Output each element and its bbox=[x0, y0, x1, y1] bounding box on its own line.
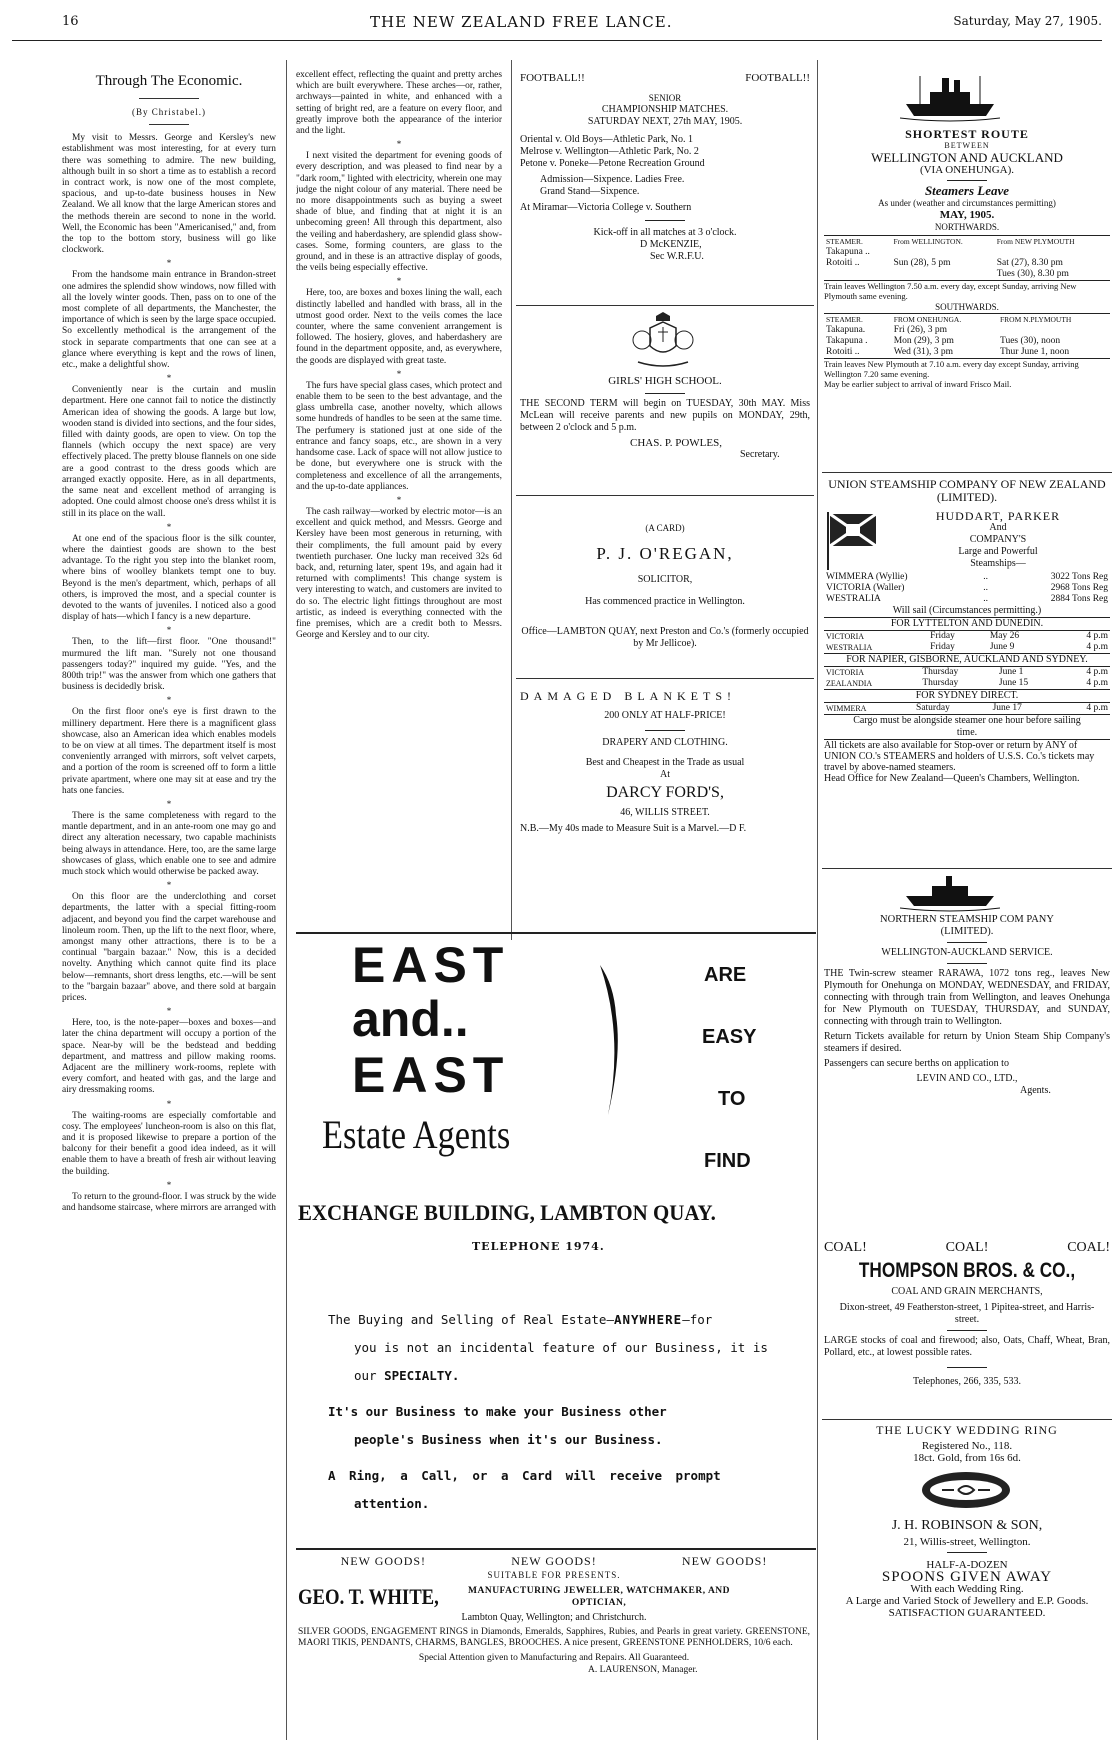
blankets-line: DRAPERY AND CLOTHING. bbox=[602, 737, 728, 748]
table-cell: VICTORIA (Waller) bbox=[826, 583, 905, 593]
spoons: SPOONS GIVEN AWAY bbox=[881, 1569, 1053, 1585]
table-cell: Mon (29), 3 pm bbox=[893, 336, 954, 346]
card-label: (A CARD) bbox=[645, 523, 685, 533]
white-ad bbox=[298, 1555, 810, 1676]
blankets-line: 200 ONLY AT HALF-PRICE! bbox=[604, 710, 726, 721]
paragraph: excellent effect, reflecting the quaint and pretty arches which are built everywhere. These arches—or, rather, archways—painted in white, and enhanced with a setting of bright red, are a feature on every floor, and greatly improve both the appearance of the interior and the light. bbox=[296, 70, 502, 137]
huddart-line: Steamships— bbox=[970, 558, 1026, 569]
paragraph: My visit to Messrs. George and Kersley's new establishment was most interesting, for at every turn there was something to admire. The new building, although built in so short a time as to establish a record in contract work, is now one of the most complete, spacious, and up-to-date business houses in New Zealand. We all know that the large American stores and the methods therein are second to none in the world. Well, the Economic has been "Americanised," and, from the top to the bottom story, business will go like clockwork. bbox=[62, 133, 276, 256]
football-sub: CHAMPIONSHIP MATCHES. bbox=[601, 104, 729, 115]
will-sail: Will sail (Circumstances permitting.) bbox=[824, 605, 1110, 618]
table-cell: .. bbox=[983, 594, 989, 604]
table-cell bbox=[891, 247, 994, 258]
table-cell: Rotoiti .. bbox=[826, 347, 860, 357]
table-cell: 4 p.m bbox=[1086, 631, 1108, 641]
ring-icon bbox=[918, 1468, 1014, 1512]
issue-date: Saturday, May 27, 1905. bbox=[953, 14, 1102, 28]
coat-of-arms-icon bbox=[628, 312, 698, 370]
table-cell: ZEALANDIA bbox=[826, 679, 873, 688]
house-flag-icon bbox=[824, 510, 882, 572]
to-word: TO bbox=[718, 1088, 746, 1110]
table-cell: Saturday bbox=[916, 703, 950, 713]
table-cell: Tues (30), 8.30 pm bbox=[996, 269, 1069, 279]
paragraph: The waiting-rooms are especially comfortable and cosy. The employees' luncheon-room is also on this flat, and it is proposed likewise to prepare a portion of the balcony for their benefit a good idea indeed, as it will enable them to have a breath of fresh air without leaving the building. bbox=[62, 1110, 276, 1177]
east-heading: EAST bbox=[352, 937, 510, 993]
table-cell: WESTRALIA bbox=[826, 594, 881, 604]
via: (VIA ONEHUNGA). bbox=[919, 164, 1015, 176]
oregan-ad bbox=[520, 522, 810, 650]
match-line: Oriental v. Old Boys—Athletic Park, No. 1 bbox=[520, 134, 693, 145]
football-heading: FOOTBALL!! bbox=[520, 72, 585, 84]
ships-table bbox=[824, 572, 1110, 605]
paragraph: From the handsome main entrance in Brandon-street one admires the splendid show windows, now filled with all the lovely winter goods. Then, pass on to one of the most complete of all departments, the Manchester, the importance of which is seen by the large space occupied. So excellently methodical is the arrangement of the stock in separate compartments that one can see at a glance where everything is kept and the rows of linen, etc., make a delightful show. bbox=[62, 270, 276, 371]
separator: * bbox=[166, 521, 172, 532]
table-cell: 4 p.m bbox=[1086, 703, 1108, 713]
table-cell bbox=[824, 269, 891, 281]
stand: Grand Stand—Sixpence. bbox=[540, 186, 640, 197]
large-stock: A Large and Varied Stock of Jewellery and E.P. Goods. bbox=[845, 1595, 1089, 1607]
separator: * bbox=[166, 798, 172, 809]
table-cell: Sun (28), 5 pm bbox=[893, 258, 951, 268]
table-cell: June 9 bbox=[989, 642, 1015, 652]
column-divider bbox=[511, 60, 512, 940]
white-signature: A. LAURENSON, Manager. bbox=[588, 1665, 698, 1675]
article-title: Through The Economic. bbox=[95, 73, 243, 89]
separator: * bbox=[166, 695, 172, 706]
column-divider bbox=[286, 60, 287, 1740]
paragraph: To return to the ground-floor. I was struck by the wide and handsome staircase, where mirrors are arranged with bbox=[62, 1191, 276, 1214]
separator: * bbox=[166, 625, 172, 636]
with-ring: With each Wedding Ring. bbox=[910, 1583, 1024, 1595]
football-ad bbox=[520, 72, 810, 263]
easy-word: EASY bbox=[702, 1026, 757, 1048]
separator: * bbox=[396, 139, 402, 150]
estate-bold: SPECIALTY. bbox=[384, 1368, 460, 1383]
kickoff: Kick-off in all matches at 3 o'clock. bbox=[593, 227, 737, 238]
white-body: SILVER GOODS, ENGAGEMENT RINGS in Diamonds, Emeralds, Sapphires, Rubies, and Pearls in great variety. GREENSTONE, MAORI TIKIS, PENDANTS, CHARMS, BANGLES, BROOCHES. A nice present, GREENSTONE PENHOLDERS, 10/6 each. bbox=[298, 1627, 810, 1648]
cargo: Cargo must be alongside steamer one hour before sailing time. bbox=[824, 715, 1110, 740]
robinson-name: J. H. ROBINSON & SON, bbox=[891, 1518, 1043, 1533]
football-date: SATURDAY NEXT, 27th MAY, 1905. bbox=[587, 116, 743, 127]
coal-sub: COAL AND GRAIN MERCHANTS, bbox=[891, 1286, 1043, 1297]
estate-text: It's our Business to make your Business other bbox=[328, 1404, 667, 1419]
month: MAY, 1905. bbox=[939, 209, 995, 221]
estate-body bbox=[328, 1306, 798, 1518]
southwards: SOUTHWARDS. bbox=[935, 302, 999, 312]
steamers-leave: Steamers Leave bbox=[924, 183, 1010, 198]
blankets-ad bbox=[520, 690, 810, 835]
table-cell: 4 p.m bbox=[1086, 667, 1108, 677]
sydney-heading: FOR SYDNEY DIRECT. bbox=[824, 690, 1110, 703]
ring-price: 18ct. Gold, from 16s 6d. bbox=[913, 1452, 1021, 1464]
table-cell: WIMMERA (Wyllie) bbox=[826, 572, 908, 582]
sydney-table bbox=[824, 703, 1110, 715]
estate-text: attention. bbox=[354, 1496, 430, 1511]
huddart-company: COMPANY'S bbox=[969, 534, 1027, 545]
separator: * bbox=[166, 258, 172, 269]
paragraph: On this floor are the underclothing and corset departments, the latter with a special fitting-room adjacent, and beyond you find the carpet warehouse and linoleum room. Then, up the lift to the next floor, where, amongst many other attractions, there is to be a continual "bargain bazaar." Now, this is a decided novelty. Anything which cannot quite find its place below—remnants, short dress lengths, etc.—will be sent to the "bargain bazaar" above, and there sold at bargain prices. bbox=[62, 892, 276, 1004]
header-rule bbox=[12, 40, 1102, 41]
new-goods: NEW GOODS! bbox=[681, 1554, 768, 1568]
article-column-1 bbox=[62, 72, 276, 1732]
coal-body: LARGE stocks of coal and firewood; also, Oats, Chaff, Wheat, Bran, Pollard, etc., at lowest possible rates. bbox=[824, 1335, 1110, 1358]
blankets-address: 46, WILLIS STREET. bbox=[620, 807, 710, 818]
route: WELLINGTON AND AUCKLAND bbox=[871, 150, 1063, 165]
separator: * bbox=[166, 1006, 172, 1017]
table-cell: June 1 bbox=[998, 667, 1024, 677]
north-note: Train leaves Wellington 7.50 a.m. every day, except Sunday, arriving New Plymouth same evening. bbox=[824, 281, 1077, 301]
table-cell: VICTORIA bbox=[826, 632, 865, 641]
northwards: NORTHWARDS. bbox=[934, 222, 1000, 232]
solicitor-role: SOLICITOR, bbox=[637, 574, 693, 585]
tickets: All tickets are also available for Stop-over or return by ANY of UNION CO.'s STEAMERS and holders of U.S.S. Co.'s tickets may travel by above-named steamers. bbox=[824, 740, 1095, 773]
coal-name: THOMPSON BROS. & CO., bbox=[858, 1259, 1076, 1282]
signature: CHAS. P. POWLES, bbox=[630, 437, 722, 449]
paragraph: There is the same completeness with regard to the mantle department, and in an ante-room one may go and direct any alteration necessary, two capable machinists being always in attendance. Here, too, are the same large showcases of glass, which enable one to see and admire much stock which would otherwise be packed away. bbox=[62, 810, 276, 877]
separator: * bbox=[396, 368, 402, 379]
south-note: Train leaves New Plymouth at 7.10 a.m. every day except Sunday, arriving Wellington 7.20 same evening. bbox=[824, 359, 1079, 379]
table-cell: Thursday bbox=[922, 678, 959, 688]
table-cell: Takapuna .. bbox=[826, 247, 870, 257]
article-column-2 bbox=[296, 70, 502, 925]
estate-text: The Buying and Selling of Real Estate— bbox=[328, 1312, 614, 1327]
table-cell: 4 p.m bbox=[1086, 642, 1108, 652]
table-cell: 3022 Tons Reg bbox=[1050, 572, 1108, 582]
between: BETWEEN bbox=[944, 141, 990, 150]
blankets-note: N.B.—My 40s made to Measure Suit is a Marvel.—D F. bbox=[520, 823, 747, 834]
table-cell: .. bbox=[983, 583, 989, 593]
white-name: GEO. T. WHITE, bbox=[298, 1584, 439, 1609]
huddart-line: Large and Powerful bbox=[958, 546, 1038, 557]
separator: * bbox=[166, 373, 172, 384]
coal-phones: Telephones, 266, 335, 533. bbox=[913, 1376, 1021, 1387]
white-trade: OPTICIAN, bbox=[571, 1598, 627, 1608]
steamship-icon bbox=[900, 872, 1000, 912]
signature: D McKENZIE, bbox=[640, 239, 702, 250]
table-header: From NEW PLYMOUTH bbox=[996, 237, 1075, 246]
table-cell: Fri (26), 3 pm bbox=[893, 325, 947, 335]
separator: * bbox=[396, 494, 402, 505]
telephone: TELEPHONE 1974. bbox=[472, 1240, 605, 1253]
are-word: ARE bbox=[704, 964, 747, 986]
table-cell: Tues (30), noon bbox=[999, 336, 1061, 346]
union-ad bbox=[824, 478, 1110, 784]
coal-word: COAL! bbox=[945, 1240, 989, 1255]
south-note-2: May be earlier subject to arrival of inward Frisco Mail. bbox=[824, 379, 1012, 389]
estate-text: our bbox=[354, 1368, 385, 1383]
table-cell: Sat (27), 8.30 pm bbox=[996, 258, 1063, 268]
blankets-name: DARCY FORD'S, bbox=[606, 784, 724, 801]
and-heading: and.. bbox=[352, 991, 469, 1047]
new-goods: NEW GOODS! bbox=[511, 1554, 597, 1568]
table-cell bbox=[995, 247, 1110, 258]
coal-word: COAL! bbox=[824, 1240, 867, 1255]
new-goods: NEW GOODS! bbox=[340, 1554, 427, 1568]
northern-passengers: Passengers can secure berths on application to bbox=[824, 1058, 1009, 1069]
table-header: FROM N.PLYMOUTH bbox=[999, 315, 1072, 324]
signature: Secretary. bbox=[740, 449, 780, 460]
blankets-title: DAMAGED BLANKETS! bbox=[520, 689, 736, 703]
football-heading-2: FOOTBALL!! bbox=[745, 72, 810, 84]
table-header: STEAMER. bbox=[826, 315, 863, 324]
miramar-line: At Miramar—Victoria College v. Southern bbox=[520, 202, 692, 213]
table-cell: Thursday bbox=[922, 667, 959, 677]
lyttelton-table bbox=[824, 631, 1110, 654]
paragraph: Conveniently near is the curtain and muslin department. Here one cannot fail to notice the distinctly American idea of showing the goods. A large but low, wooden stand is divided into sections, and the four sides, filled with dainty goods, are open to view. On top the flannels (which occupy the next space) are very effectively placed. The pretty blouse flannels on one side are a good contrast to the dress goods which are arranged exactly opposite. Here, as in all departments, the same neat and excellent method of arranging is adopted. One could almost choose one's dress whilst it is still in its place on the wall. bbox=[62, 385, 276, 519]
table-cell: VICTORIA bbox=[826, 668, 865, 677]
estate-text: A Ring, a Call, or a Card will receive prompt bbox=[328, 1468, 721, 1483]
signature: Agents. bbox=[1020, 1085, 1051, 1096]
blankets-line: Best and Cheapest in the Trade as usual bbox=[585, 757, 745, 768]
solicitor-line: Has commenced practice in Wellington. bbox=[585, 596, 745, 607]
separator: * bbox=[396, 276, 402, 287]
white-address: Lambton Quay, Wellington; and Christchurch. bbox=[461, 1612, 647, 1623]
northern-service: WELLINGTON-AUCKLAND SERVICE. bbox=[881, 947, 1053, 958]
northern-body: THE Twin-screw steamer RARAWA, 1072 tons reg., leaves New Plymouth for Onehunga on MONDAY, WEDNESDAY, and FRIDAY, connecting with through train from Wellington, and leaves Onehunga for New Plymouth on TUESDAY, THURSDAY, and SUNDAY, connecting with through train to Wellington. bbox=[824, 968, 1110, 1027]
estate-text: —for bbox=[682, 1312, 713, 1327]
shortest-route: SHORTEST ROUTE bbox=[905, 127, 1029, 141]
page-number: 16 bbox=[62, 14, 79, 29]
paragraph: I next visited the department for evening goods of every description, and was pleased to find near by a "dark room," lighted with electricity, wherein one may judge the night colour of any material. There need be no more disappointments such as buying a sweet shade of blue, and finding that at night it is an unbecoming green! All through this department, also the veiling and haberdashery, are splendid glass show-cases. Some, forming counters, are glass to the ground, and in these is an attractive display of goods, the veils being especially effective. bbox=[296, 151, 502, 274]
solicitor-office: Office—LAMBTON QUAY, next Preston and Co.'s (formerly occupied by Mr Jellicoe). bbox=[521, 626, 809, 649]
table-cell: 2968 Tons Reg bbox=[1050, 583, 1108, 593]
table-cell bbox=[998, 325, 1110, 336]
coal-address: Dixon-street, 49 Featherston-street, 1 Pipitea-street, and Harris-street. bbox=[839, 1302, 1095, 1325]
football-sub: SENIOR bbox=[648, 93, 682, 103]
paragraph: The cash railway—worked by electric motor—is an excellent and quick method, and Messrs. George and Kersley have been most generous in returning, with their compliments, the full amount paid by every twentieth purchaser. One lucky man received 32s 6d back, and, returning later, spent 19s, and again had it returned with compliments! This change system is very interesting to watch, and customers are invited to do so. The electric light fittings throughout are most artistic, as indeed is everything connected with the fine premises, which are a credit both to Messrs. George and Kersley and to our city. bbox=[296, 506, 502, 641]
table-cell: Wed (31), 3 pm bbox=[893, 347, 954, 357]
table-cell: Friday bbox=[930, 642, 955, 652]
table-cell: Rotoiti .. bbox=[826, 258, 860, 268]
section-rule bbox=[296, 932, 816, 934]
white-special: Special Attention given to Manufacturing and Repairs. All Guaranteed. bbox=[418, 1653, 690, 1663]
northern-ad bbox=[824, 914, 1110, 1097]
separator: * bbox=[166, 1179, 172, 1190]
table-cell: June 17 bbox=[992, 703, 1022, 713]
head-office: Head Office for New Zealand—Queen's Chambers, Wellington. bbox=[824, 773, 1080, 784]
section-rule bbox=[296, 1548, 816, 1550]
table-cell: May 26 bbox=[989, 631, 1020, 641]
table-cell: 4 p.m bbox=[1086, 678, 1108, 688]
admission: Admission—Sixpence. Ladies Free. bbox=[540, 174, 685, 185]
find-word: FIND bbox=[704, 1150, 751, 1172]
table-cell: .. bbox=[983, 572, 989, 582]
huddart-and: And bbox=[989, 522, 1007, 533]
table-cell bbox=[891, 269, 994, 281]
arrow-icon bbox=[596, 965, 628, 1115]
article-byline: (By Christabel.) bbox=[132, 107, 206, 117]
robinson-ad bbox=[824, 1520, 1110, 1619]
table-cell: Takapuna . bbox=[826, 336, 868, 346]
southwards-table bbox=[824, 313, 1110, 359]
table-cell: Friday bbox=[930, 631, 955, 641]
table-cell: Thur June 1, noon bbox=[999, 347, 1070, 357]
masthead: THE NEW ZEALAND FREE LANCE. bbox=[370, 13, 673, 31]
separator: * bbox=[166, 880, 172, 891]
weather: As under (weather and circumstances permitting) bbox=[878, 198, 1056, 208]
napier-heading: FOR NAPIER, GISBORNE, AUCKLAND AND SYDNEY. bbox=[824, 654, 1110, 667]
coal-ad bbox=[824, 1240, 1110, 1392]
girls-school-ad bbox=[520, 375, 810, 461]
coal-word: COAL! bbox=[1067, 1240, 1110, 1255]
paragraph: The furs have special glass cases, which protect and enable them to be seen to the best advantage, and the glass umbrella case, another novelty, which allows some hundreds of handles to be seen at the same time. The perfumery is stationed just at one side of the entrance and fancy soaps, etc., are shown in a very handsome case. Lack of space will not allow justice to be done, but everywhere one is struck with the completeness and excellence of all the arrangements, and the up-to-date appliances. bbox=[296, 380, 502, 492]
signature: LEVIN AND CO., LTD., bbox=[916, 1073, 1018, 1084]
table-cell: WIMMERA bbox=[826, 704, 867, 713]
ring-title: THE LUCKY WEDDING RING bbox=[876, 1423, 1058, 1437]
paragraph: Here, too, is the note-paper—boxes and boxes—and later the china department will occupy a portion of the space. Near-by will be the bedstead and bedding department, and mattress and pillow making rooms. Adjacent are the millinery work-rooms, replete with every comfort, and heated with gas, and the large and airy dressmaking rooms. bbox=[62, 1018, 276, 1096]
table-cell: June 15 bbox=[998, 678, 1029, 688]
table-cell: WESTRALIA bbox=[826, 643, 873, 652]
paragraph: Then, to the lift—first floor. "One thousand!" murmured the lift man. "Surely not one thousand passengers today?" inquired my guide. "Yes, and the 800th trip!" was the answer from which one gathers that business is decidedly brisk. bbox=[62, 637, 276, 693]
table-header: STEAMER. bbox=[826, 237, 863, 246]
match-line: Melrose v. Wellington—Athletic Park, No. 2 bbox=[520, 146, 699, 157]
napier-table bbox=[824, 667, 1110, 690]
paragraph: On the first floor one's eye is first drawn to the millinery department. Here there is a magnificent glass showcase, also an American idea which enables models to be on view at all times. The department itself is most conveniently arranged with mirrors, soft velvet carpets, and a portion of the room is screened off to form a little private apartment, where one may sit at ease and try the hats one fancies. bbox=[62, 707, 276, 796]
lyttelton-heading: FOR LYTTELTON AND DUNEDIN. bbox=[824, 618, 1110, 631]
northern-return: Return Tickets available for return by Union Steam Ship Company's steamers if desired. bbox=[824, 1031, 1110, 1054]
estate-text: you is not an incidental feature of our Business, it is bbox=[354, 1340, 768, 1355]
separator: * bbox=[166, 1098, 172, 1109]
table-cell: 2884 Tons Reg bbox=[1050, 594, 1108, 604]
ring-registered: Registered No., 118. bbox=[921, 1440, 1013, 1452]
satisfaction: SATISFACTION GUARANTEED. bbox=[888, 1607, 1046, 1619]
northwards-table bbox=[824, 235, 1110, 281]
table-header: FROM ONEHUNGA. bbox=[893, 315, 962, 324]
paragraph: Here, too, are boxes and boxes lining the wall, each distinctly labelled and handled with brass, all in the utmost good order. Next to the veils comes the lace counter, where the same convenient arrangement is followed. The hosiery, gloves, and haberdashery are found in the department opposite, and, as everywhere, the goods are displayed with great taste. bbox=[296, 288, 502, 366]
estate-text: people's Business when it's our Business. bbox=[354, 1432, 663, 1447]
robinson-address: 21, Willis-street, Wellington. bbox=[903, 1536, 1031, 1548]
table-header: From WELLINGTON. bbox=[893, 237, 963, 246]
exchange-building: EXCHANGE BUILDING, LAMBTON QUAY. bbox=[298, 1200, 716, 1225]
steamship-icon bbox=[900, 70, 1000, 122]
east-heading-2: EAST bbox=[352, 1047, 510, 1103]
half-dozen: HALF-A-DOZEN bbox=[926, 1559, 1008, 1571]
solicitor-name: P. J. O'REGAN, bbox=[596, 544, 734, 563]
blankets-line: At bbox=[660, 769, 670, 780]
girls-school-title: GIRLS' HIGH SCHOOL. bbox=[608, 375, 722, 387]
estate-bold: ANYWHERE bbox=[613, 1312, 683, 1327]
table-cell: Takapuna. bbox=[826, 325, 866, 335]
suitable: SUITABLE FOR PRESENTS. bbox=[487, 1570, 621, 1580]
white-trade: MANUFACTURING JEWELLER, WATCHMAKER, AND bbox=[468, 1586, 731, 1596]
girls-school-body: THE SECOND TERM will begin on TUESDAY, 30th MAY. Miss McLean will receive parents and new pupils on MONDAY, 29th, between 2 o'clock and 5 p.m. bbox=[520, 398, 810, 433]
huddart-parker: HUDDART, PARKER bbox=[935, 509, 1061, 523]
column-divider bbox=[817, 60, 818, 1740]
northern-title: NORTHERN STEAMSHIP COM PANY (LIMITED). bbox=[880, 914, 1054, 937]
union-title: UNION STEAMSHIP COMPANY OF NEW ZEALAND (LIMITED). bbox=[828, 477, 1106, 504]
estate-agents-title: Estate Agents bbox=[322, 1112, 511, 1157]
match-line: Petone v. Poneke—Petone Recreation Ground bbox=[520, 158, 705, 169]
paragraph: At one end of the spacious floor is the silk counter, where the daintiest goods are shown to the best advantage. To the right you step into the blanket room, where bins of woolley blankets tempt one to buy. Beyond is the men's department, which, perhaps of all others, is improved the most, and a special counter is devoted to the wants of juveniles. I noticed also a good display of hats—which I fancy is a new departure. bbox=[62, 533, 276, 623]
shipping-ad bbox=[824, 128, 1110, 389]
signature: Sec W.R.F.U. bbox=[650, 251, 704, 262]
ring-ad bbox=[824, 1424, 1110, 1464]
